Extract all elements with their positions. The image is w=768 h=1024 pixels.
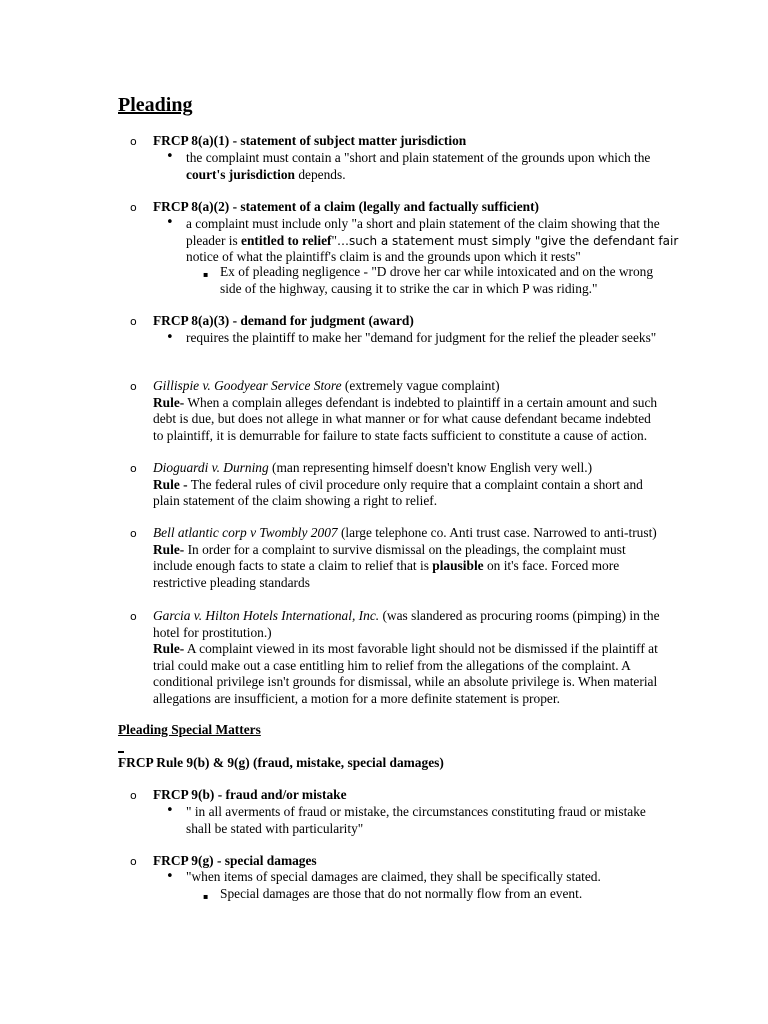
text-line [153,641,693,658]
text-line: conditional privilege isn't grounds for dismissal, while an absolute privilege is. When material [153,674,658,689]
page-title: Pleading [118,94,193,116]
circle-bullet-icon: o [130,789,137,802]
rule-9-heading: FRCP Rule 9(b) & 9(g) (fraud, mistake, special damages) [118,755,444,770]
bullet-text-9b [186,804,686,837]
text-line [186,167,686,184]
case-name: Bell atlantic corp v Twombly 2007 [153,525,338,540]
section-heading-8a3: FRCP 8(a)(3) - demand for judgment (award) [153,313,414,328]
text-line [153,558,693,575]
text-line: trial could make out a case entitling him to relief from the allegations of the complaint. A [153,657,631,673]
case-name: Dioguardi v. Durning [153,460,269,475]
circle-bullet-icon: o [130,135,137,148]
dot-bullet-icon: • [166,149,174,164]
circle-bullet-icon: o [130,610,137,623]
circle-bullet-icon: o [130,380,137,393]
text-line: plain statement of the claim showing a right to relief. [153,493,438,508]
text-line [153,542,693,559]
text-line: " in all averments of fraud or mistake, the circumstances constituting fraud or mistake [186,804,646,819]
text-span: When a complain alleges defendant is indebted to plaintiff in a certain amount and such [184,394,658,410]
rule-label: Rule- [153,394,185,410]
text-span: The federal rules of civil procedure only require that a complaint contain a short and [187,476,643,492]
text-line: debt is due, but does not allege in what manner or for what cause defendant became indebted [153,411,651,426]
section-heading-8a2: FRCP 8(a)(2) - statement of a claim (legally and factually sufficient) [153,199,540,214]
rule-label: Rule - [153,476,188,492]
circle-bullet-icon: o [130,855,137,868]
text-line [186,233,686,250]
rule-label: Rule- [153,541,185,557]
bold-text: entitled to relief [241,232,332,248]
section-heading-9b: FRCP 9(b) - fraud and/or mistake [153,787,347,802]
stray-mark [118,751,124,753]
case-note: (man representing himself doesn't know English very well.) [268,460,593,475]
text-span: " [331,232,337,248]
case-name: Gillispie v. Goodyear Service Store [153,378,342,393]
text-span: include enough facts to state a claim to relief that is [153,558,433,573]
bullet-text-9g: "when items of special damages are claimed, they shall be specifically stated. [186,869,601,884]
text-line: notice of what the plaintiff's claim is and the grounds upon which it rests" [186,249,581,264]
section-heading-special-matters: Pleading Special Matters [118,722,261,737]
circle-bullet-icon: o [130,462,137,475]
text-line: restrictive pleading standards [153,574,310,590]
bullet-text-8a3: requires the plaintiff to make her "demand for judgment for the relief the pleader seeks" [186,330,657,345]
bold-text: court's jurisdiction [186,166,295,182]
bold-text: plausible [432,558,484,573]
text-span: depends. [294,166,346,182]
case-gillispie [153,378,693,444]
case-name: Garcia v. Hilton Hotels International, Inc. [153,608,380,623]
text-span: A complaint viewed in its most favorable light should not be dismissed if the plaintiff at [184,641,658,656]
text-line: hotel for prostitution.) [153,624,272,640]
text-span: on it's face. Forced more [483,558,620,573]
case-note: (was slandered as procuring rooms (pimping) in the [379,608,660,623]
square-bullet-icon: ▪ [203,270,209,279]
case-dioguardi [153,460,693,510]
circle-bullet-icon: o [130,201,137,214]
section-heading-9g: FRCP 9(g) - special damages [153,853,317,868]
dot-bullet-icon: • [166,869,174,884]
dot-bullet-icon: • [166,803,174,818]
sub-bullet-negligence [220,264,680,297]
text-line: to plaintiff, it is demurrable for failure to state facts sufficient to constitute a cause of action. [153,427,648,443]
text-line [153,608,693,625]
circle-bullet-icon: o [130,527,137,540]
sub-bullet-special-damages: Special damages are those that do not normally flow from an event. [220,886,583,901]
text-line: a complaint must include only "a short and plain statement of the claim showing that the [186,216,660,231]
rule-label: Rule- [153,641,185,656]
dot-bullet-icon: • [166,215,174,230]
text-line: shall be stated with particularity" [186,820,364,836]
text-line: Ex of pleading negligence - "D drove her car while intoxicated and on the wrong [220,264,654,279]
text-line [153,525,693,542]
section-heading-8a1: FRCP 8(a)(1) - statement of subject matter jurisdiction [153,133,467,148]
case-twombly [153,525,693,591]
text-line: side of the highway, causing it to strike the car in which P was riding." [220,280,598,296]
text-line [153,395,693,412]
circle-bullet-icon: o [130,315,137,328]
dot-bullet-icon: • [166,330,174,345]
text-line: the complaint must contain a "short and plain statement of the grounds upon which the [186,150,651,165]
case-note: (large telephone co. Anti trust case. Narrowed to anti-trust) [337,525,657,540]
text-line [153,477,693,494]
text-line [153,460,693,477]
text-line [153,378,693,395]
bullet-text-8a2 [186,216,686,266]
text-span: pleader is [186,232,242,248]
text-span: In order for a complaint to survive dismissal on the pleadings, the complaint must [184,541,626,557]
text-line: allegations are insufficient, a motion for a more definite statement is proper. [153,690,560,706]
case-garcia [153,608,693,707]
bullet-text-8a1 [186,150,686,183]
case-note: (extremely vague complaint) [341,378,500,393]
square-bullet-icon: ▪ [203,892,209,901]
quoted-text: …such a statement must simply "give the defendant fair [336,233,679,248]
